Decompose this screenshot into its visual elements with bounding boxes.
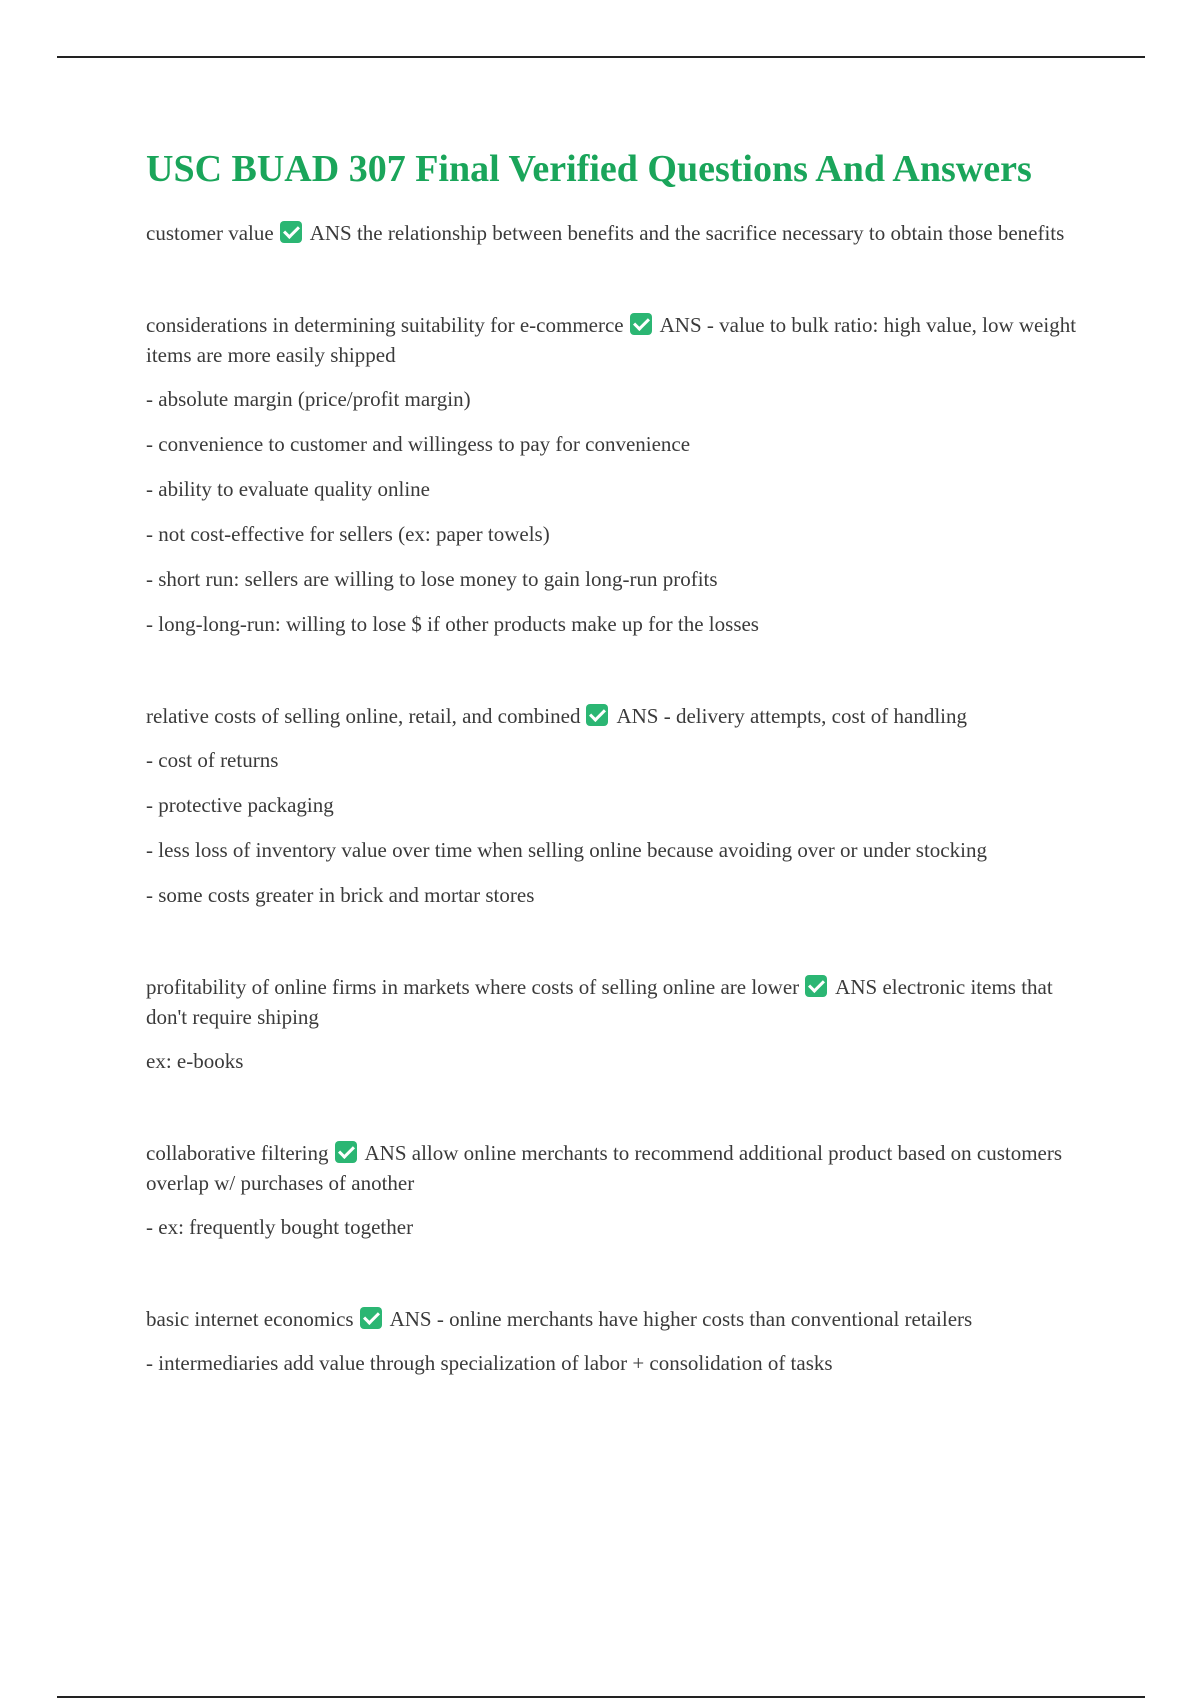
detail-line: - ex: frequently bought together xyxy=(146,1215,414,1239)
answer-text: - delivery attempts, cost of handling xyxy=(663,704,967,728)
detail-line: - protective packaging xyxy=(146,793,334,817)
qa-line xyxy=(146,1304,1086,1334)
question-text: customer value xyxy=(146,221,274,245)
qa-line xyxy=(146,218,1086,248)
top-rule xyxy=(57,56,1145,58)
answer-marker: ANS xyxy=(659,313,702,337)
qa-item xyxy=(146,218,1086,248)
check-mark-icon xyxy=(630,313,652,335)
answer-text: the relationship between benefits and the sacrifice necessary to obtain those benefits xyxy=(356,221,1065,245)
question-text: profitability of online firms in markets where costs of selling online are lower xyxy=(146,975,800,999)
qa-line xyxy=(146,310,1086,370)
check-mark-icon xyxy=(805,975,827,997)
check-mark-icon xyxy=(586,704,608,726)
qa-line xyxy=(146,1138,1086,1198)
qa-item xyxy=(146,1304,1086,1378)
detail-line: - some costs greater in brick and mortar stores xyxy=(146,883,535,907)
answer-text: allow online merchants to recommend additional product based on customers overlap w/ purchases of another xyxy=(146,1141,1063,1195)
answer-marker: ANS xyxy=(835,975,878,999)
answer-text: electronic items that don't require shiping xyxy=(146,975,1053,1029)
qa-line xyxy=(146,972,1086,1032)
detail-line: ex: e-books xyxy=(146,1049,244,1073)
answer-marker: ANS xyxy=(616,704,659,728)
qa-item xyxy=(146,1138,1086,1242)
qa-item xyxy=(146,310,1086,639)
check-mark-icon xyxy=(280,221,302,243)
detail-line: - cost of returns xyxy=(146,748,279,772)
detail-line: - less loss of inventory value over time when selling online because avoiding over or under stocking xyxy=(146,838,987,862)
qa-line xyxy=(146,701,1086,731)
bottom-rule xyxy=(57,1696,1145,1698)
answer-marker: ANS xyxy=(364,1141,407,1165)
answer-marker: ANS xyxy=(389,1307,432,1331)
answer-marker: ANS xyxy=(309,221,352,245)
document-body xyxy=(146,146,1086,1440)
detail-line: - not cost-effective for sellers (ex: paper towels) xyxy=(146,522,550,546)
qa-item xyxy=(146,701,1086,910)
detail-line: - convenience to customer and willingess to pay for convenience xyxy=(146,432,691,456)
question-text: collaborative filtering xyxy=(146,1141,329,1165)
detail-line: - long-long-run: willing to lose $ if other products make up for the losses xyxy=(146,612,759,636)
detail-line: - ability to evaluate quality online xyxy=(146,477,431,501)
detail-line: - short run: sellers are willing to lose money to gain long-run profits xyxy=(146,567,718,591)
answer-text: - value to bulk ratio: high value, low weight items are more easily shipped xyxy=(146,313,1077,367)
detail-line: - intermediaries add value through specialization of labor + consolidation of tasks xyxy=(146,1351,833,1375)
question-text: considerations in determining suitability for e-commerce xyxy=(146,313,624,337)
qa-item xyxy=(146,972,1086,1076)
question-text: basic internet economics xyxy=(146,1307,354,1331)
check-mark-icon xyxy=(335,1141,357,1163)
question-text: relative costs of selling online, retail, and combined xyxy=(146,704,581,728)
detail-line: - absolute margin (price/profit margin) xyxy=(146,387,471,411)
page-title: USC BUAD 307 Final Verified Questions And Answers xyxy=(146,148,1032,190)
answer-text: - online merchants have higher costs than conventional retailers xyxy=(436,1307,973,1331)
check-mark-icon xyxy=(360,1307,382,1329)
